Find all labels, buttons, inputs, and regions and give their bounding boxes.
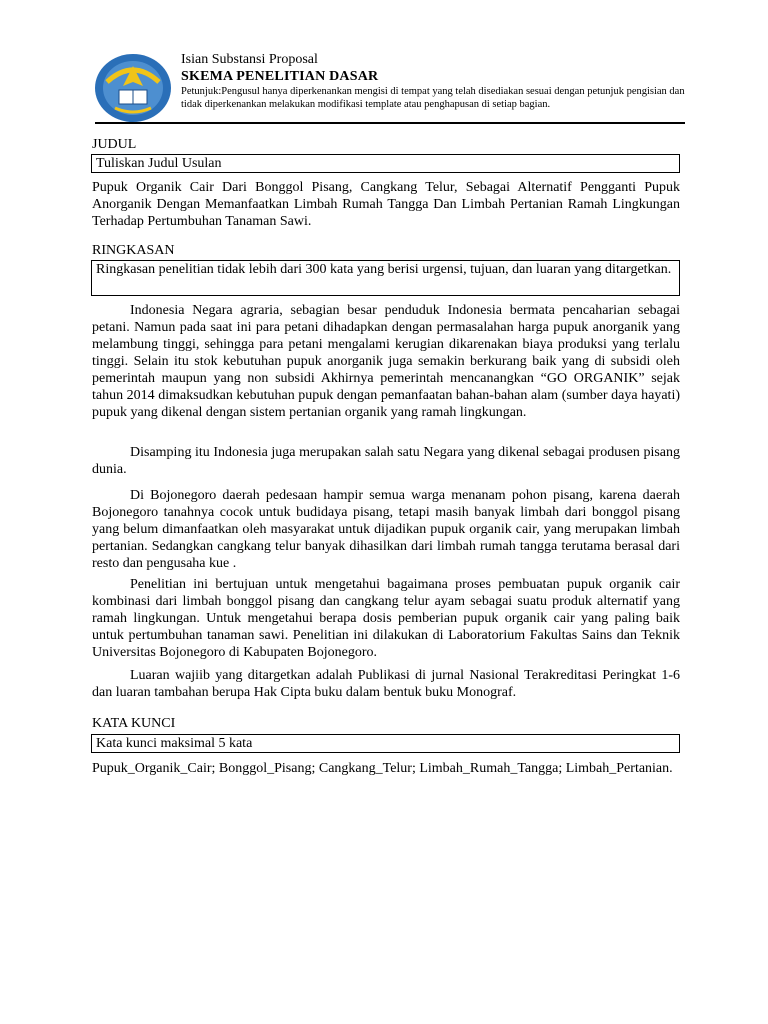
document-title: Isian Substansi Proposal	[181, 52, 318, 67]
ringkasan-heading: RINGKASAN	[92, 243, 175, 258]
header-divider	[95, 122, 685, 124]
judul-text: Pupuk Organik Cair Dari Bonggol Pisang, Cangkang Telur, Sebagai Alternatif Pengganti Pupuk Anorganik Dengan Memanfaatkan Limbah Rumah Tangga Dan Limbah Pertanian Ramah Lingkungan Terhadap Pertumbuhan Tanaman Sawi.	[92, 180, 680, 229]
judul-instruction-box: Tuliskan Judul Usulan	[91, 154, 680, 173]
judul-heading: JUDUL	[92, 137, 137, 152]
instructions-note: Petunjuk:Pengusul hanya diperkenankan mengisi di tempat yang telah disediakan sesuai dengan petunjuk pengisian dan tidak diperkenankan melakukan modifikasi template atau penghapusan di setiap bagian.	[181, 86, 685, 110]
ringkasan-instruction-box: Ringkasan penelitian tidak lebih dari 300 kata yang berisi urgensi, tujuan, dan luaran yang ditargetkan.	[91, 260, 680, 296]
ringkasan-paragraph: Penelitian ini bertujuan untuk mengetahui bagaimana proses pembuatan pupuk organik cair kombinasi dari limbah bonggol pisang dan cangkang telur ayam sebagai suatu produk alternatif yang ramah lingkungan. Untuk mengetahui berapa dosis pemberian pupuk organik cair yang paling baik untuk pertumbuhan tanaman sawi. Penelitian ini dilakukan di Laboratorium Fakultas Sains dan Teknik Universitas Bojonegoro di Kabupaten Bojonegoro.	[92, 577, 680, 660]
scheme-title: SKEMA PENELITIAN DASAR	[181, 69, 379, 84]
kata-kunci-instruction-box: Kata kunci maksimal 5 kata	[91, 734, 680, 753]
ringkasan-paragraph: Disamping itu Indonesia juga merupakan salah satu Negara yang dikenal sebagai produsen pisang dunia.	[92, 445, 680, 477]
kata-kunci-text: Pupuk_Organik_Cair; Bonggol_Pisang; Cangkang_Telur; Limbah_Rumah_Tangga; Limbah_Pertanian.	[92, 761, 673, 776]
ringkasan-paragraph: Luaran wajiib yang ditargetkan adalah Publikasi di jurnal Nasional Terakreditasi Peringkat 1-6 dan luaran tambahan berupa Hak Cipta buku dalam bentuk buku Monograf.	[92, 668, 680, 700]
tut-wuri-handayani-logo	[93, 52, 173, 124]
kata-kunci-heading: KATA KUNCI	[92, 716, 176, 731]
ringkasan-paragraph: Di Bojonegoro daerah pedesaan hampir semua warga menanam pohon pisang, karena daerah Bojonegoro tanahnya cocok untuk budidaya pisang, tetapi masih banyak limbah dari bonggol pisang yang belum dimanfaatkan oleh masyarakat untuk dijadikan pupuk organik cair, yang merupakan limbah pertanian. Sedangkan cangkang telur banyak dihasilkan dari limbah rumah tangga terutama berasal dari resto dan pengusaha kue .	[92, 488, 680, 571]
ringkasan-paragraph: Indonesia Negara agraria, sebagian besar penduduk Indonesia bermata pencaharian sebagai petani. Namun pada saat ini para petani dihadapkan dengan permasalahan harga pupuk anorganik yang melambung tinggi, sehingga para petani mengalami kerugian dikarenakan biaya produksi yang terlalu tinggi. Selain itu stok kebutuhan pupuk anorganik juga semakin berkurang baik yang di subsidi oleh pemerintah maupun yang non subsidi Akhirnya pemerintah mencanangkan “GO ORGANIK” sejak tahun 2014 dimaksudkan kebutuhan pupuk dengan pemanfaatan bahan-bahan alam (sumber daya hayati) pupuk yang dikenal dengan sistem pertanian organik yang ramah lingkungan.	[92, 303, 680, 420]
